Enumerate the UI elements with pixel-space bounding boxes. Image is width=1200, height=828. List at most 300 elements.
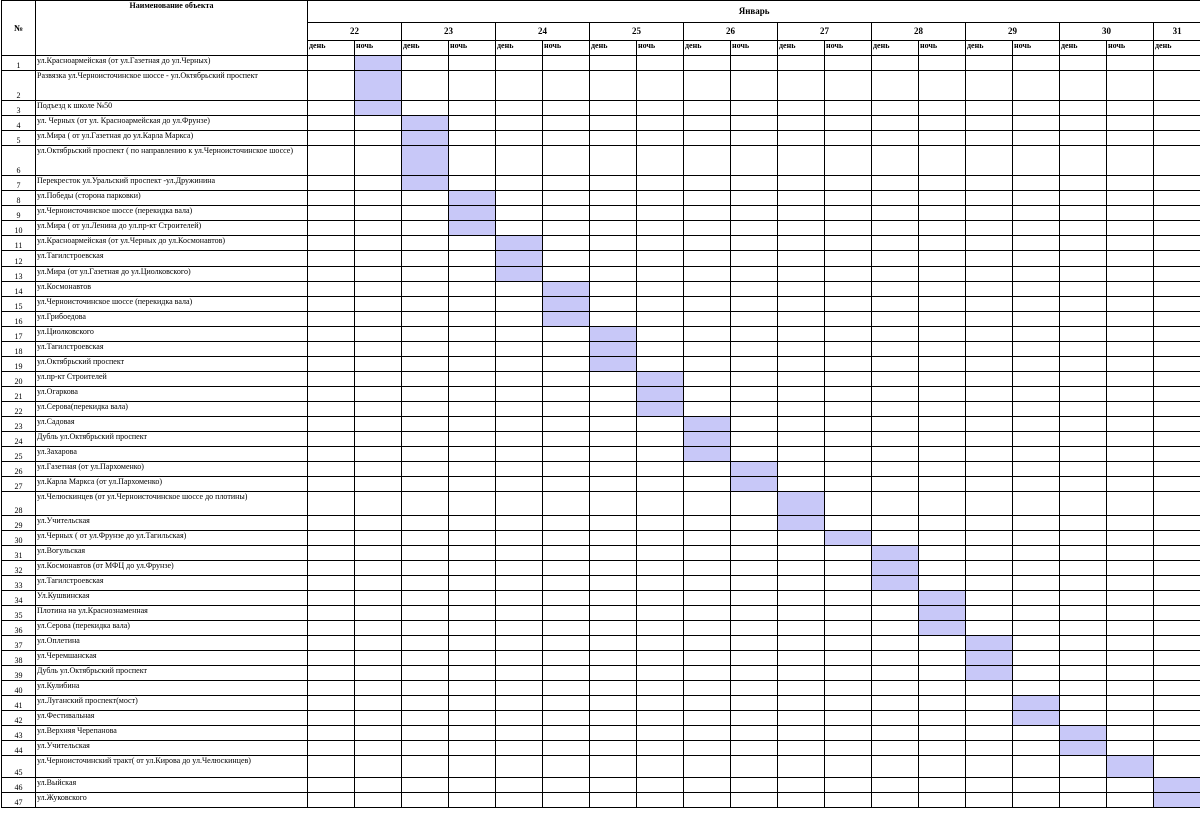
schedule-cell: [637, 312, 684, 327]
schedule-cell: [966, 327, 1013, 342]
object-name: Подъезд к школе №50: [36, 101, 308, 116]
schedule-cell: [543, 101, 590, 116]
schedule-cell: [825, 561, 872, 576]
table-row: [2, 651, 1200, 666]
schedule-cell: [1107, 531, 1154, 546]
schedule-cell: [1060, 131, 1107, 146]
schedule-cell: [637, 778, 684, 793]
schedule-cell: [637, 236, 684, 251]
schedule-cell: [402, 342, 449, 357]
schedule-cell: [449, 432, 496, 447]
schedule-cell: [496, 666, 543, 681]
schedule-cell: [825, 726, 872, 741]
schedule-cell: [496, 576, 543, 591]
schedule-cell: [919, 696, 966, 711]
object-name: ул.Красноармейская (от ул.Черных до ул.Космонавтов): [36, 236, 308, 251]
schedule-cell: [872, 681, 919, 696]
schedule-cell: [1107, 191, 1154, 206]
schedule-cell: [402, 402, 449, 417]
schedule-cell: [1013, 756, 1060, 778]
scheduled-slot: [402, 131, 449, 146]
schedule-cell: [355, 462, 402, 477]
schedule-cell: [590, 756, 637, 778]
schedule-cell: [308, 312, 355, 327]
scheduled-slot: [872, 561, 919, 576]
schedule-cell: [543, 666, 590, 681]
row-number: 36: [2, 621, 36, 636]
scheduled-slot: [1060, 726, 1107, 741]
schedule-cell: [1154, 462, 1200, 477]
schedule-cell: [402, 696, 449, 711]
schedule-cell: [919, 432, 966, 447]
schedule-cell: [590, 417, 637, 432]
schedule-cell: [731, 546, 778, 561]
schedule-cell: [919, 711, 966, 726]
schedule-cell: [872, 131, 919, 146]
row-number: 20: [2, 372, 36, 387]
row-number: 26: [2, 462, 36, 477]
schedule-cell: [1060, 477, 1107, 492]
schedule-cell: [684, 681, 731, 696]
schedule-cell: [778, 621, 825, 636]
schedule-cell: [308, 267, 355, 282]
schedule-cell: [1013, 606, 1060, 621]
schedule-cell: [402, 101, 449, 116]
object-name: ул.Черемшанская: [36, 651, 308, 666]
schedule-cell: [778, 531, 825, 546]
schedule-cell: [1154, 447, 1200, 462]
table-row: [2, 191, 1200, 206]
schedule-cell: [637, 432, 684, 447]
schedule-cell: [919, 327, 966, 342]
schedule-cell: [919, 447, 966, 462]
schedule-cell: [496, 561, 543, 576]
schedule-cell: [1013, 793, 1060, 808]
schedule-cell: [919, 131, 966, 146]
schedule-cell: [1013, 516, 1060, 531]
night-shift-header: ночь: [355, 41, 402, 56]
schedule-cell: [825, 221, 872, 236]
table-row: [2, 267, 1200, 282]
day-shift-header: день: [872, 41, 919, 56]
schedule-cell: [684, 206, 731, 221]
scheduled-slot: [1107, 756, 1154, 778]
schedule-cell: [872, 357, 919, 372]
schedule-cell: [590, 447, 637, 462]
schedule-cell: [402, 236, 449, 251]
schedule-cell: [731, 576, 778, 591]
schedule-cell: [308, 726, 355, 741]
schedule-cell: [1060, 462, 1107, 477]
schedule-cell: [1060, 327, 1107, 342]
schedule-cell: [449, 387, 496, 402]
scheduled-slot: [590, 357, 637, 372]
schedule-cell: [1060, 206, 1107, 221]
schedule-cell: [731, 651, 778, 666]
schedule-cell: [1107, 546, 1154, 561]
schedule-cell: [966, 462, 1013, 477]
schedule-cell: [355, 778, 402, 793]
day-shift-header: день: [590, 41, 637, 56]
schedule-cell: [543, 696, 590, 711]
object-name: ул.Космонавтов (от МФЦ до ул.Фрунзе): [36, 561, 308, 576]
table-row: [2, 176, 1200, 191]
object-name: ул.Вогульская: [36, 546, 308, 561]
schedule-cell: [778, 447, 825, 462]
object-name: ул.Черных ( от ул.Фрунзе до ул.Тагильская): [36, 531, 308, 546]
schedule-cell: [590, 477, 637, 492]
schedule-cell: [872, 251, 919, 267]
schedule-cell: [355, 267, 402, 282]
schedule-cell: [778, 176, 825, 191]
scheduled-slot: [825, 531, 872, 546]
schedule-cell: [919, 477, 966, 492]
schedule-cell: [825, 636, 872, 651]
schedule-cell: [778, 131, 825, 146]
day-shift-header: день: [1060, 41, 1107, 56]
schedule-cell: [684, 591, 731, 606]
schedule-cell: [731, 432, 778, 447]
schedule-cell: [449, 621, 496, 636]
schedule-cell: [1013, 576, 1060, 591]
schedule-cell: [966, 576, 1013, 591]
schedule-cell: [731, 236, 778, 251]
schedule-cell: [1013, 342, 1060, 357]
schedule-cell: [966, 531, 1013, 546]
schedule-cell: [731, 711, 778, 726]
schedule-cell: [684, 387, 731, 402]
schedule-cell: [1154, 206, 1200, 221]
schedule-cell: [825, 267, 872, 282]
schedule-cell: [1013, 462, 1060, 477]
schedule-cell: [731, 191, 778, 206]
schedule-cell: [778, 793, 825, 808]
schedule-cell: [590, 591, 637, 606]
object-name: ул.Тагилстроевская: [36, 251, 308, 267]
schedule-cell: [355, 447, 402, 462]
schedule-cell: [1154, 432, 1200, 447]
schedule-cell: [590, 176, 637, 191]
schedule-cell: [684, 477, 731, 492]
schedule-cell: [402, 372, 449, 387]
schedule-cell: [543, 606, 590, 621]
schedule-cell: [731, 681, 778, 696]
schedule-cell: [731, 516, 778, 531]
object-name: ул.Серова(перекидка вала): [36, 402, 308, 417]
schedule-cell: [1107, 312, 1154, 327]
schedule-cell: [919, 357, 966, 372]
schedule-cell: [825, 546, 872, 561]
schedule-cell: [496, 516, 543, 531]
schedule-cell: [637, 146, 684, 176]
schedule-cell: [731, 561, 778, 576]
row-number: 9: [2, 206, 36, 221]
schedule-cell: [684, 282, 731, 297]
object-name: ул.Оплетина: [36, 636, 308, 651]
scheduled-slot: [355, 101, 402, 116]
schedule-cell: [543, 56, 590, 71]
schedule-cell: [1013, 282, 1060, 297]
schedule-cell: [449, 666, 496, 681]
schedule-cell: [919, 681, 966, 696]
schedule-cell: [1013, 71, 1060, 101]
schedule-cell: [1154, 342, 1200, 357]
schedule-cell: [1060, 447, 1107, 462]
schedule-cell: [496, 116, 543, 131]
schedule-cell: [449, 131, 496, 146]
schedule-cell: [308, 327, 355, 342]
schedule-cell: [590, 387, 637, 402]
schedule-cell: [778, 101, 825, 116]
table-row: [2, 116, 1200, 131]
schedule-cell: [684, 576, 731, 591]
schedule-cell: [778, 576, 825, 591]
schedule-cell: [496, 681, 543, 696]
row-number: 34: [2, 591, 36, 606]
day-shift-header: день: [778, 41, 825, 56]
schedule-cell: [637, 116, 684, 131]
schedule-cell: [778, 387, 825, 402]
row-number: 35: [2, 606, 36, 621]
schedule-cell: [1154, 251, 1200, 267]
object-name: ул.Садовая: [36, 417, 308, 432]
schedule-cell: [1060, 576, 1107, 591]
schedule-cell: [966, 176, 1013, 191]
schedule-cell: [1060, 312, 1107, 327]
schedule-cell: [496, 621, 543, 636]
schedule-cell: [778, 477, 825, 492]
schedule-cell: [449, 681, 496, 696]
schedule-cell: [919, 71, 966, 101]
table-row: [2, 236, 1200, 251]
schedule-cell: [1013, 251, 1060, 267]
schedule-cell: [1107, 357, 1154, 372]
schedule-cell: [355, 756, 402, 778]
schedule-cell: [449, 327, 496, 342]
schedule-cell: [590, 561, 637, 576]
day-shift-header: день: [496, 41, 543, 56]
schedule-cell: [872, 696, 919, 711]
schedule-cell: [1013, 681, 1060, 696]
schedule-cell: [637, 561, 684, 576]
schedule-cell: [1107, 606, 1154, 621]
object-name: ул.Газетная (от ул.Пархоменко): [36, 462, 308, 477]
schedule-cell: [590, 696, 637, 711]
day-header: 26: [684, 23, 778, 41]
schedule-cell: [496, 56, 543, 71]
schedule-cell: [543, 432, 590, 447]
object-name: ул.Мира ( от ул.Ленина до ул.пр-кт Строителей): [36, 221, 308, 236]
schedule-cell: [731, 402, 778, 417]
schedule-cell: [449, 56, 496, 71]
schedule-cell: [637, 327, 684, 342]
schedule-cell: [731, 327, 778, 342]
scheduled-slot: [919, 621, 966, 636]
schedule-cell: [919, 221, 966, 236]
schedule-cell: [308, 756, 355, 778]
schedule-cell: [496, 327, 543, 342]
schedule-cell: [496, 312, 543, 327]
row-number: 43: [2, 726, 36, 741]
schedule-cell: [637, 591, 684, 606]
schedule-cell: [308, 221, 355, 236]
schedule-cell: [543, 741, 590, 756]
schedule-cell: [308, 402, 355, 417]
schedule-cell: [449, 778, 496, 793]
schedule-cell: [966, 267, 1013, 282]
object-name: ул.Фестивальная: [36, 711, 308, 726]
schedule-cell: [966, 387, 1013, 402]
schedule-cell: [637, 636, 684, 651]
schedule-cell: [919, 531, 966, 546]
schedule-cell: [637, 56, 684, 71]
schedule-cell: [1013, 387, 1060, 402]
schedule-cell: [1107, 56, 1154, 71]
schedule-cell: [731, 741, 778, 756]
schedule-cell: [543, 176, 590, 191]
object-name: ул.Красноармейская (от ул.Газетная до ул.Черных): [36, 56, 308, 71]
table-row: [2, 146, 1200, 176]
night-shift-header: ночь: [449, 41, 496, 56]
schedule-cell: [1154, 116, 1200, 131]
schedule-cell: [1154, 591, 1200, 606]
schedule-cell: [1013, 221, 1060, 236]
schedule-cell: [637, 477, 684, 492]
schedule-cell: [1013, 447, 1060, 462]
schedule-cell: [402, 531, 449, 546]
schedule-cell: [637, 221, 684, 236]
schedule-cell: [872, 221, 919, 236]
schedule-cell: [1060, 116, 1107, 131]
schedule-cell: [1060, 561, 1107, 576]
schedule-cell: [590, 236, 637, 251]
schedule-cell: [872, 372, 919, 387]
schedule-cell: [684, 221, 731, 236]
schedule-cell: [308, 131, 355, 146]
schedule-cell: [543, 462, 590, 477]
schedule-cell: [402, 606, 449, 621]
schedule-cell: [449, 282, 496, 297]
schedule-cell: [402, 666, 449, 681]
schedule-cell: [355, 297, 402, 312]
object-name: ул.Захарова: [36, 447, 308, 462]
schedule-cell: [355, 131, 402, 146]
schedule-cell: [449, 447, 496, 462]
table-row: [2, 492, 1200, 516]
schedule-cell: [778, 432, 825, 447]
schedule-cell: [1154, 357, 1200, 372]
schedule-cell: [1013, 146, 1060, 176]
scheduled-slot: [778, 492, 825, 516]
schedule-cell: [402, 576, 449, 591]
schedule-cell: [402, 56, 449, 71]
schedule-cell: [637, 282, 684, 297]
night-shift-header: ночь: [1013, 41, 1060, 56]
row-number: 31: [2, 546, 36, 561]
schedule-cell: [778, 778, 825, 793]
row-number: 14: [2, 282, 36, 297]
schedule-cell: [966, 696, 1013, 711]
schedule-cell: [1107, 561, 1154, 576]
schedule-cell: [355, 546, 402, 561]
month-header: Январь: [308, 1, 1200, 23]
scheduled-slot: [496, 267, 543, 282]
schedule-cell: [449, 492, 496, 516]
schedule-cell: [825, 342, 872, 357]
table-row: [2, 297, 1200, 312]
object-name: ул.Тагилстроевская: [36, 342, 308, 357]
schedule-cell: [637, 726, 684, 741]
schedule-cell: [1013, 477, 1060, 492]
schedule-cell: [1107, 711, 1154, 726]
schedule-cell: [966, 546, 1013, 561]
schedule-cell: [402, 591, 449, 606]
scheduled-slot: [1154, 778, 1200, 793]
schedule-cell: [637, 447, 684, 462]
schedule-cell: [684, 696, 731, 711]
row-number: 47: [2, 793, 36, 808]
schedule-cell: [637, 756, 684, 778]
day-shift-header: день: [684, 41, 731, 56]
scheduled-slot: [778, 516, 825, 531]
schedule-cell: [919, 636, 966, 651]
scheduled-slot: [731, 477, 778, 492]
schedule-cell: [966, 711, 1013, 726]
schedule-cell: [496, 606, 543, 621]
scheduled-slot: [684, 417, 731, 432]
schedule-cell: [966, 621, 1013, 636]
schedule-cell: [402, 778, 449, 793]
row-number: 4: [2, 116, 36, 131]
schedule-cell: [543, 342, 590, 357]
schedule-cell: [778, 561, 825, 576]
schedule-cell: [496, 477, 543, 492]
schedule-cell: [778, 636, 825, 651]
schedule-cell: [590, 741, 637, 756]
schedule-cell: [684, 191, 731, 206]
schedule-cell: [543, 516, 590, 531]
schedule-cell: [355, 251, 402, 267]
schedule-cell: [731, 606, 778, 621]
schedule-cell: [1154, 561, 1200, 576]
schedule-cell: [402, 267, 449, 282]
schedule-cell: [684, 297, 731, 312]
table-row: [2, 793, 1200, 808]
schedule-cell: [1154, 236, 1200, 251]
schedule-cell: [872, 477, 919, 492]
schedule-cell: [449, 101, 496, 116]
schedule-cell: [825, 741, 872, 756]
schedule-cell: [825, 372, 872, 387]
schedule-cell: [778, 116, 825, 131]
schedule-cell: [778, 267, 825, 282]
schedule-cell: [778, 327, 825, 342]
schedule-cell: [308, 651, 355, 666]
schedule-cell: [1013, 402, 1060, 417]
schedule-cell: [543, 546, 590, 561]
object-name: ул.Челюскинцев (от ул.Черноисточинское шоссе до плотины): [36, 492, 308, 516]
schedule-cell: [778, 221, 825, 236]
schedule-cell: [1154, 221, 1200, 236]
schedule-cell: [449, 312, 496, 327]
schedule-cell: [402, 636, 449, 651]
schedule-cell: [590, 793, 637, 808]
schedule-cell: [355, 116, 402, 131]
schedule-cell: [308, 236, 355, 251]
schedule-cell: [637, 741, 684, 756]
schedule-cell: [355, 387, 402, 402]
schedule-cell: [825, 282, 872, 297]
